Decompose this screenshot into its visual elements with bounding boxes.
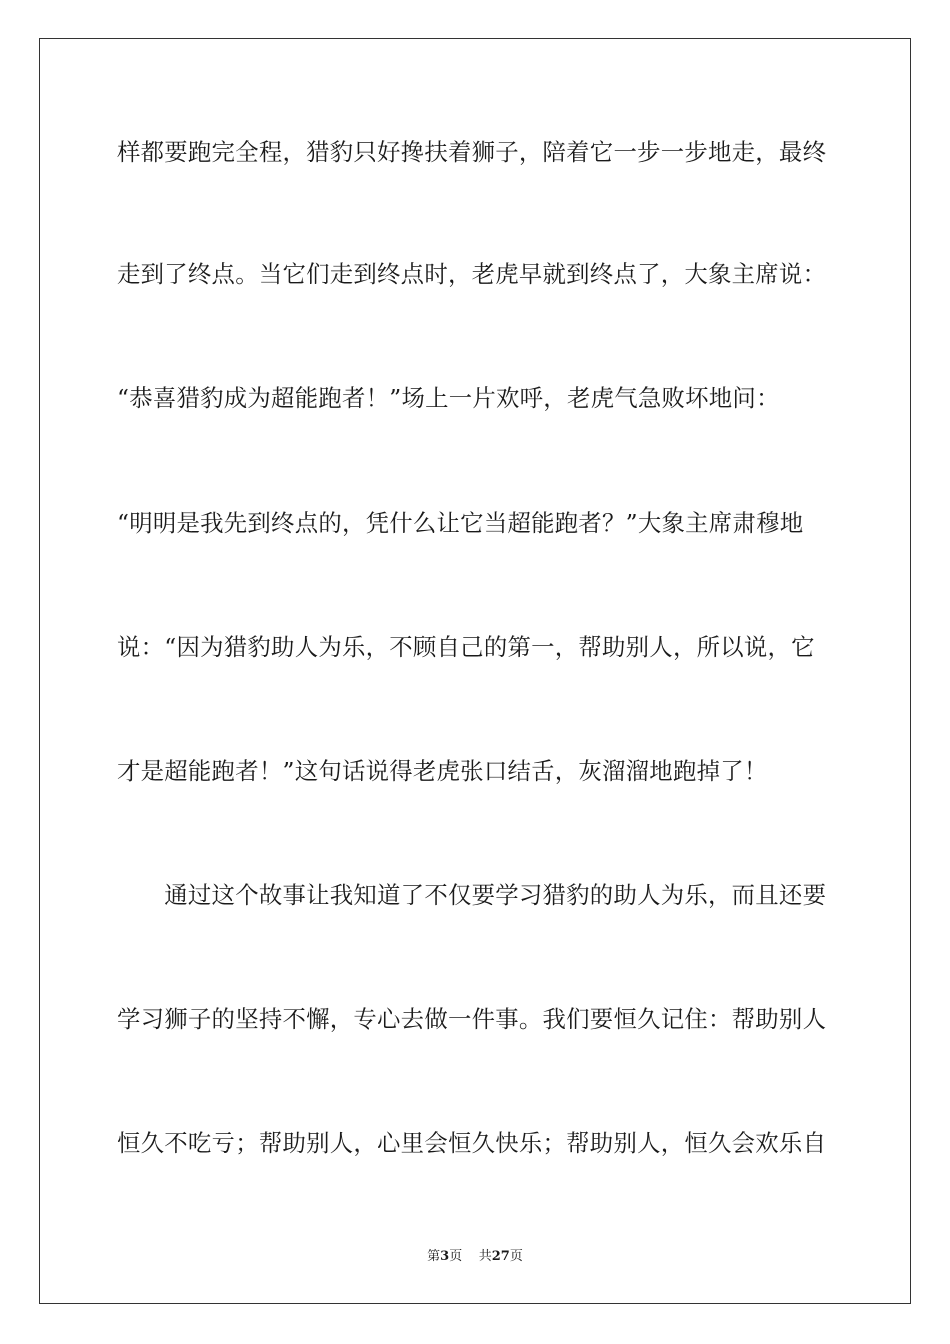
text-line-9: 恒久不吃亏；帮助别人，心里会恒久快乐；帮助别人，恒久会欢乐自	[117, 1129, 827, 1157]
page-label-prefix: 第	[427, 1249, 441, 1264]
text-line-8: 学习狮子的坚持不懈，专心去做一件事。我们要恒久记住：帮助别人	[117, 1005, 827, 1033]
total-pages: 27	[491, 1249, 510, 1264]
page-label-suffix: 页	[449, 1249, 463, 1264]
page-border	[39, 38, 911, 1304]
text-line-7-paragraph-start: 通过这个故事让我知道了不仅要学习猎豹的助人为乐，而且还要	[117, 881, 827, 909]
text-line-3: “恭喜猎豹成为超能跑者！”场上一片欢呼，老虎气急败坏地问：	[117, 384, 780, 412]
page-footer	[0, 1249, 950, 1265]
text-line-1: 样都要跑完全程，猎豹只好搀扶着狮子，陪着它一步一步地走，最终	[117, 138, 827, 166]
total-label-prefix: 共	[478, 1249, 492, 1264]
page-number: 3	[440, 1249, 450, 1264]
text-line-2: 走到了终点。当它们走到终点时，老虎早就到终点了，大象主席说：	[117, 260, 827, 288]
text-line-5: 说：“因为猎豹助人为乐，不顾自己的第一，帮助别人，所以说，它	[117, 633, 815, 661]
text-line-6: 才是超能跑者！”这句话说得老虎张口结舌，灰溜溜地跑掉了！	[117, 757, 768, 785]
text-line-4: “明明是我先到终点的，凭什么让它当超能跑者？”大象主席肃穆地	[117, 509, 804, 537]
total-label-suffix: 页	[509, 1249, 523, 1264]
